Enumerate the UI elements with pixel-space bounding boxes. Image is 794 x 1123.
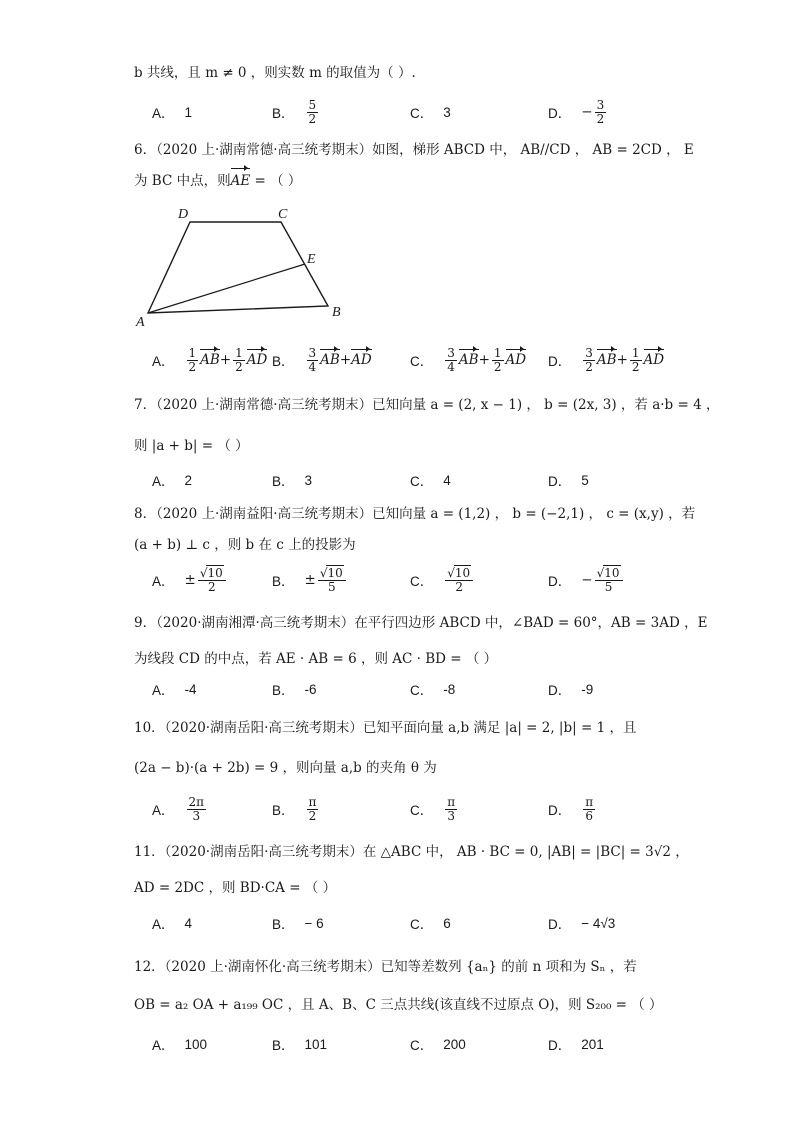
q7-option-a[interactable]: A． 2 bbox=[152, 472, 193, 489]
fraction: $\frac{√10}{5}$ bbox=[595, 567, 623, 594]
fraction: $\frac{√10}{2}$ bbox=[198, 567, 226, 594]
q6-option-c[interactable]: C． $\frac{3}{4}$ AB + $\frac{1}{2}$ AD bbox=[410, 345, 527, 374]
q9-option-c[interactable]: C． -8 bbox=[410, 681, 456, 698]
q11-option-a[interactable]: A． 4 bbox=[152, 915, 193, 932]
q8-options bbox=[152, 563, 712, 597]
q12-option-d[interactable]: D． 201 bbox=[548, 1036, 604, 1053]
fraction: $\frac{1}{2}$ bbox=[631, 345, 640, 374]
q11-option-b[interactable]: B． − 6 bbox=[272, 915, 324, 932]
q6-options bbox=[152, 343, 712, 377]
q5-option-c[interactable]: C． 3 bbox=[410, 104, 451, 121]
fraction: $\frac{1}{2}$ bbox=[235, 345, 243, 374]
fraction: $\frac{√10}{5}$ bbox=[318, 567, 346, 594]
vector-ad: AD bbox=[505, 352, 527, 368]
q8-stem-line1: 8．（2020 上·湖南益阳·高三统考期末）已知向量 a = (1,2) ， b = (−2,1) ， c = (x,y) ，若 bbox=[134, 506, 696, 522]
fraction: $\frac{3}{2}$ bbox=[585, 345, 593, 374]
vector-ae: AE bbox=[230, 173, 251, 189]
q10-stem-line2: (2a − b)·(a + 2b) = 9 ，则向量 a,b 的夹角 θ 为 bbox=[134, 760, 437, 776]
q5-stem: b 共线，且 m ≠ 0 ，则实数 m 的取值为（ ）. bbox=[134, 65, 416, 81]
q5-option-b[interactable]: B． $\frac{5}{2}$ bbox=[272, 97, 317, 126]
q5-option-d[interactable]: D． − $\frac{3}{2}$ bbox=[548, 97, 605, 126]
q10-stem-line1: 10．（2020·湖南岳阳·高三统考期末）已知平面向量 a,b 满足 |a| = 2, |b| = 1 ，且 bbox=[134, 720, 637, 736]
q10-option-d[interactable]: D． $\frac{\pi}{6}$ bbox=[548, 794, 594, 823]
q6-stem-line2: 为 BC 中点，则AE = （ ） bbox=[134, 173, 302, 189]
fraction: $\frac{3}{4}$ bbox=[447, 345, 455, 374]
q11-stem-line2: AD = 2DC ，则 BD·CA = （ ） bbox=[134, 880, 337, 896]
label-d: D bbox=[178, 207, 189, 222]
q6-option-a[interactable]: A． $\frac{1}{2}$ AB + $\frac{1}{2}$ AD bbox=[152, 345, 268, 374]
label-b: B bbox=[332, 305, 341, 320]
q9-stem-line2: 为线段 CD 的中点，若 AE · AB = 6 ，则 AC · BD = （ ） bbox=[134, 651, 498, 667]
q5-options bbox=[152, 95, 712, 129]
q12-stem-line1: 12．（2020 上·湖南怀化·高三统考期末）已知等差数列 {aₙ} 的前 n 项和为 Sₙ ，若 bbox=[134, 959, 637, 975]
q8-option-d[interactable]: D． − $\frac{√10}{5}$ bbox=[548, 563, 625, 597]
q12-stem-line2: OB = a₂ OA + a₁₉₉ OC ，且 A、B、C 三点共线(该直线不过原点 O)，则 S₂₀₀ = （ ） bbox=[134, 997, 663, 1013]
fraction: $\frac{\pi}{3}$ bbox=[447, 794, 456, 823]
q12-option-b[interactable]: B． 101 bbox=[272, 1036, 328, 1053]
vector-ad: AD bbox=[246, 352, 268, 368]
q12-option-c[interactable]: C． 200 bbox=[410, 1036, 466, 1053]
q8-option-a[interactable]: A． ± $\frac{√10}{2}$ bbox=[152, 563, 228, 597]
q10-options bbox=[152, 792, 712, 826]
fraction: $\frac{√10}{2}$ bbox=[445, 567, 473, 594]
trapezoid-abcd bbox=[148, 222, 328, 313]
q8-option-b[interactable]: B． ± $\frac{√10}{5}$ bbox=[272, 563, 348, 597]
q7-stem-line1: 7．（2020 上·湖南常德·高三统考期末）已知向量 a = (2, x − 1) ， b = (2x, 3) ，若 a·b = 4 ， bbox=[134, 397, 720, 413]
q9-option-b[interactable]: B． -6 bbox=[272, 681, 317, 698]
q5-option-a[interactable]: A． 1 bbox=[152, 104, 193, 121]
q6-option-b[interactable]: B． $\frac{3}{4}$ AB + AD bbox=[272, 345, 372, 374]
q10-option-b[interactable]: B． $\frac{\pi}{2}$ bbox=[272, 794, 317, 823]
q11-stem-line1: 11．（2020·湖南岳阳·高三统考期末）在 △ABC 中， AB · BC = 0, |AB| = |BC| = 3√2 ， bbox=[134, 844, 689, 860]
label-a: A bbox=[136, 315, 145, 330]
trapezoid-figure bbox=[134, 198, 354, 333]
fraction: $\frac{3}{2}$ bbox=[596, 97, 605, 126]
q10-option-a[interactable]: A． $\frac{2\pi}{3}$ bbox=[152, 794, 205, 823]
vector-ad: AD bbox=[351, 352, 372, 368]
q9-stem-line1: 9．（2020·湖南湘潭·高三统考期末）在平行四边形 ABCD 中，∠BAD = 60°，AB = 3AD ，E bbox=[134, 615, 708, 631]
q7-option-c[interactable]: C． 4 bbox=[410, 472, 451, 489]
q11-option-c[interactable]: C． 6 bbox=[410, 915, 451, 932]
vector-ab: AB bbox=[320, 352, 340, 368]
q8-stem-line2: (a + b) ⊥ c ，则 b 在 c 上的投影为 bbox=[134, 537, 356, 553]
q11-option-d[interactable]: D． − 4√3 bbox=[548, 915, 616, 932]
segment-ae bbox=[148, 264, 305, 313]
fraction: $\frac{5}{2}$ bbox=[308, 97, 317, 126]
q9-option-a[interactable]: A． -4 bbox=[152, 681, 197, 698]
label-e: E bbox=[307, 252, 316, 267]
fraction: $\frac{3}{4}$ bbox=[308, 345, 317, 374]
label-c: C bbox=[278, 207, 288, 222]
q8-option-c[interactable]: C． $\frac{√10}{2}$ bbox=[410, 563, 475, 597]
vector-ab: AB bbox=[596, 352, 617, 368]
q7-stem-line2: 则 |a + b| = （ ） bbox=[134, 438, 249, 454]
q12-options bbox=[152, 1027, 712, 1061]
q11-options bbox=[152, 906, 712, 940]
q7-option-b[interactable]: B． 3 bbox=[272, 472, 313, 489]
fraction: $\frac{\pi}{2}$ bbox=[308, 794, 317, 823]
fraction: $\frac{1}{2}$ bbox=[493, 345, 502, 374]
q7-option-d[interactable]: D． 5 bbox=[548, 472, 589, 489]
q10-option-c[interactable]: C． $\frac{\pi}{3}$ bbox=[410, 794, 456, 823]
fraction: $\frac{1}{2}$ bbox=[188, 345, 197, 374]
fraction: $\frac{2\pi}{3}$ bbox=[188, 794, 205, 823]
q9-option-d[interactable]: D． -9 bbox=[548, 681, 594, 698]
q6-stem-line1: 6．（2020 上·湖南常德·高三统考期末）如图，梯形 ABCD 中， AB//CD ， AB = 2CD ， E bbox=[134, 142, 694, 158]
q6-option-d[interactable]: D． $\frac{3}{2}$ AB + $\frac{1}{2}$ AD bbox=[548, 345, 665, 374]
q7-options bbox=[152, 463, 712, 497]
fraction: $\frac{\pi}{6}$ bbox=[585, 794, 594, 823]
vector-ad: AD bbox=[643, 352, 665, 368]
vector-ab: AB bbox=[458, 352, 479, 368]
vector-ab: AB bbox=[200, 352, 220, 368]
q12-option-a[interactable]: A． 100 bbox=[152, 1036, 208, 1053]
q9-options bbox=[152, 672, 712, 706]
